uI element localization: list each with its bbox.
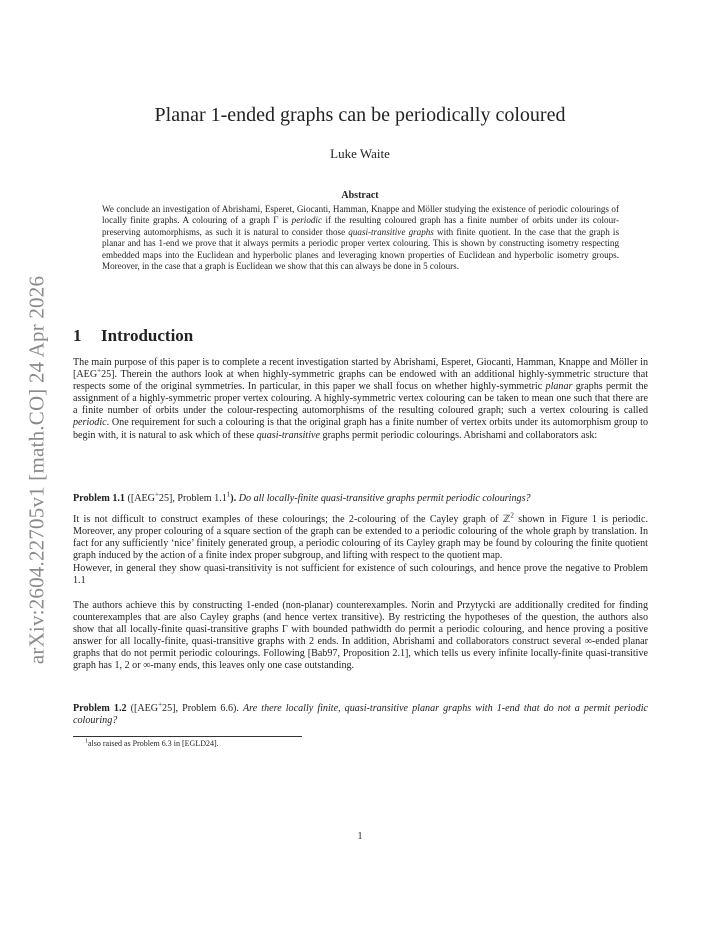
- intro-paragraph-1: [73, 357, 648, 442]
- intro-paragraph-3: However, in general they show quasi-transitivity is not sufficient for existence of such colourings, and hence prove the negative to Problem 1.1: [73, 563, 648, 587]
- abstract-text: if the resulting coloured graph has a finite number of orbits under its colour-preserving automorphisms, as such it is natural to consider those: [102, 215, 619, 237]
- paragraph-text: . One requirement for such a colouring is that the original graph has a finite number of vertex orbits under its automorphism group to begin with, it is natural to ask which of these: [73, 417, 648, 441]
- section-number: 1: [73, 326, 82, 345]
- paragraph-text: graphs permit periodic colourings. Abrishami and collaborators ask:: [320, 429, 598, 441]
- abstract-heading: Abstract: [341, 190, 379, 201]
- paragraph-text: 25]. Therein the authors look at when highly-symmetric graphs can be endowed with an additional highly-symmetric structure that respects some of the original symmetries. In particular, in this paper we shall focus on whether highly-symmetric: [73, 369, 648, 393]
- section-title: Introduction: [101, 326, 194, 345]
- problem-statement: Are there locally finite, quasi-transitive planar graphs with 1-end that do not a permit periodic colouring?: [73, 703, 648, 727]
- exponent: 2: [510, 511, 514, 520]
- problem-citation: 25], Problem 6.6).: [162, 703, 239, 714]
- abstract-text: with finite quotient. In the case that the graph is planar and has 1-end we prove that it always permits a periodic proper vertex colouring. This is shown by constructing isometry respecting embedded maps into the Euclidean and hyperbolic planes and leveraging known properties of Euclidean and hyperbolic isometry groups. Moreover, in the case that a graph is Euclidean we show that this can always be done in 5 colours.: [102, 226, 619, 272]
- problem-1-1: [73, 490, 648, 505]
- intro-paragraph-4: The authors achieve this by constructing 1-ended (non-planar) counterexamples. Norin and Przytycki are additionally credited for finding counterexamples that are also Cayley graphs (and hence vertex transitive). By restricting the hypotheses of the question, the authors also show that all locally-finite quasi-transitive graphs Γ with bounded pathwidth do permit a periodic colouring, and hence proving a positive answer for all locally-finite, quasi-transitive graphs with 2 ends. In addition, Abrishami and collaborators construct several ∞-ended planar graphs that do not permit periodic colourings. Following [Bab97, Proposition 2.1], which tells us every infinite locally-finite quasi-transitive graph has 1, 2 or ∞-many ends, this leaves only one case outstanding.: [73, 600, 648, 672]
- paragraph-emphasis: planar: [545, 381, 573, 393]
- paragraph-text: graphs permit the assignment of a highly-symmetric proper vertex colouring. A highly-symmetric vertex colouring can be taken to mean one such that there are a finite number of orbits under the colour-respecting automorphisms of the resulting coloured graph; such a vertex colouring is called: [73, 381, 648, 417]
- footnote-marker: 1: [85, 738, 88, 745]
- paragraph-text: The main purpose of this paper is to complete a recent investigation started by Abrishami, Esperet, Giocanti, Hamman, Knappe and Möller in [AEG: [73, 357, 648, 381]
- abstract-text: We conclude an investigation of Abrishami, Esperet, Giocanti, Hamman, Knappe and Möller studying the existence of periodic colourings of locally finite graphs. A colouring of a graph Γ is: [102, 204, 619, 226]
- footnote-rule: [73, 736, 302, 737]
- abstract-body: [102, 204, 619, 272]
- page-number: 1: [357, 831, 363, 842]
- problem-label: Problem 1.2: [73, 703, 127, 714]
- citation-superscript: +: [158, 700, 163, 709]
- footnote: [85, 739, 219, 748]
- citation-superscript: +: [154, 490, 159, 499]
- problem-label: Problem 1.1: [73, 493, 125, 504]
- arxiv-stamp: [22, 250, 52, 690]
- footnote-text: also raised as Problem 6.3 in [EGLD24].: [88, 739, 219, 748]
- abstract-emphasis: quasi-transitive graphs: [348, 226, 434, 237]
- problem-citation: ([AEG: [124, 493, 155, 504]
- paragraph-text: It is not difficult to construct examples of these colourings; the 2-colouring of the Cayley graph of ℤ: [73, 514, 511, 525]
- paragraph-emphasis: periodic: [73, 417, 107, 429]
- arxiv-stamp-text: arXiv:2604.22705v1 [math.CO] 24 Apr 2026: [24, 275, 49, 665]
- paper-title: Planar 1-ended graphs can be periodically coloured: [154, 104, 566, 126]
- section-heading: [73, 326, 193, 346]
- paper-author: Luke Waite: [330, 146, 390, 161]
- intro-paragraph-2: [73, 511, 648, 562]
- problem-citation-close: ).: [230, 493, 237, 504]
- problem-citation: ([AEG: [126, 703, 159, 714]
- problem-statement: Do all locally-finite quasi-transitive graphs permit periodic colourings?: [238, 493, 531, 504]
- citation-superscript: +: [97, 366, 102, 375]
- abstract-emphasis: periodic: [291, 215, 322, 226]
- paragraph-emphasis: quasi-transitive: [256, 429, 320, 441]
- problem-citation: 25], Problem 1.1: [158, 493, 227, 504]
- problem-1-2: [73, 700, 648, 727]
- paragraph-text: shown in Figure 1 is periodic. Moreover, any proper colouring of a square section of the graph can be extended to a periodic colouring of the whole graph by translation. In fact for any sufficiently ‘nice’ finitely generated group, a periodic colouring of its Cayley graph may be found by colouring the finite quotient graph induced by the action of a finite index proper subgroup, and lifting with respect to the quotient map.: [73, 514, 648, 562]
- footnote-marker: 1: [226, 490, 231, 499]
